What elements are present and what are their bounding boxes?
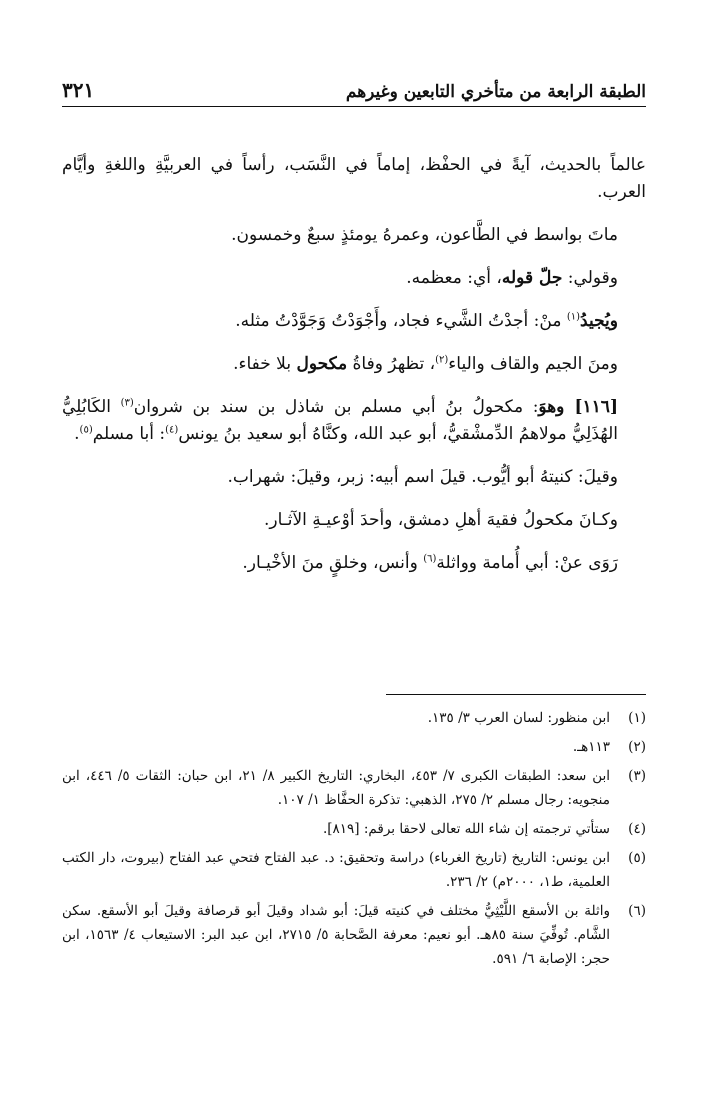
footnote-text: ستأتي ترجمته إن شاء الله تعالى لاحقا برقم: [٨١٩].	[322, 821, 610, 837]
bold-term: جلّ قوله	[501, 268, 563, 288]
footnote-ref: (٣)	[120, 397, 134, 409]
footnote-ref: (٦)	[423, 553, 437, 565]
footnote-text: ابن سعد: الطبقات الكبرى ٧/ ٤٥٣، البخاري: التاريخ الكبير ٨/ ٢١، ابن حبان: الثقات ٥/ ٤٤٦، ابن منجويه: رجال مسلم ٢/ ٢٧٥، الذهبي: تذكرة الحفَّاظ ١/ ١٠٧.	[62, 768, 611, 808]
footnote-number: (٢)	[628, 739, 646, 755]
footnote-number: (٥)	[628, 850, 646, 866]
footnote-ref: (٢)	[435, 354, 449, 366]
footnote-number: (٣)	[628, 768, 646, 784]
footnote-text: ابن منظور: لسان العرب ٣/ ١٣٥.	[427, 710, 610, 726]
footnote-text: ابن يونس: التاريخ (تاريخ الغرباء) دراسة وتحقيق: د. عبد الفتاح فتحي عبد الفتاح (بيروت، دار الكتب العلمية، ط١، ٢٠٠٠م) ٢/ ٢٣٦.	[62, 850, 610, 890]
paragraph-5: ومنَ الجيم والقاف والياء$^{(٢)}$، تظهرُ وفاةُ مكحول بلا خفاء.	[233, 354, 618, 374]
footnote-number: (٤)	[628, 821, 646, 837]
footnotes	[62, 706, 646, 976]
body-text	[62, 152, 646, 593]
page-header	[62, 70, 646, 102]
paragraph-4: ويُجيدُ$^{(١)}$ منْ: أجدْتُ الشَّيء فجاد، وأَجْوَدْتُ وَجَوَّدْتُ مثله.	[235, 311, 618, 331]
footnote-text: واثلة بن الأسقع اللَّيْثِيُّ مختلف في كنيته قيلَ: أبو شداد وقيلَ أبو قرصافة وقيلَ أبو الأسقع. سكن الشَّام. تُوفِّيَ سنة ٨٥هـ. أبو نعيم: معرفة الصَّحابة ٥/ ٢٧١٥، ابن عبد البر: الاستيعاب ٤/ ١٥٦٣، ابن حجر: الإصابة ٦/ ٥٩١.	[62, 903, 610, 967]
page-number: ٣٢١	[62, 78, 95, 102]
footnote-item	[62, 899, 646, 971]
bold-term: ويُجيدُ	[580, 311, 618, 331]
paragraph-9: رَوَى عنْ: أبي أُمامة وواثلة$^{(٦)}$ وأنس، وخلقٍ منَ الأخْيـار.	[242, 553, 618, 573]
header-rule	[62, 106, 646, 107]
footnote-item	[62, 735, 646, 759]
paragraph-2: ماتَ بواسط في الطَّاعون، وعمرهُ يومئذٍ سبعٌ وخمسون.	[231, 225, 618, 245]
entry-number: [١١٦] وهوَ	[538, 397, 618, 417]
paragraph-3: وقولي: جلّ قوله، أي: معظمه.	[406, 268, 618, 288]
footnote-item	[62, 817, 646, 841]
footnote-number: (٦)	[628, 903, 646, 919]
footnote-ref: (١)	[566, 311, 581, 323]
footnote-rule	[386, 694, 646, 695]
paragraph-6: [١١٦] وهوَ: مكحولُ بنُ أبي مسلم بن شاذل بن سند بن شروان$^{(٣)}$ الكَابُلِيُّ الهُذَلِيُّ مولاهمُ الدِّمشْقيُّ، أبو عبد الله، وكنَّاهُ أبو سعيد بنُ يونس$^{(٤)}$: أبا مسلم$^{(٥)}$.	[62, 397, 618, 444]
bold-term: مكحول	[296, 354, 348, 374]
paragraph-8: وكـانَ مكحولُ فقيهَ أهلِ دمشق، وأحدَ أوْعيـةِ الآثـار.	[263, 510, 618, 530]
footnote-item	[62, 764, 646, 812]
footnote-ref: (٥)	[79, 424, 93, 436]
footnote-item	[62, 846, 646, 894]
paragraph-1: عالماً بالحديث، آيةً في الحفْظ، إماماً في النَّسَب، رأساً في العربيَّةِ واللغةِ وأيَّام العرب.	[62, 155, 646, 202]
paragraph-7: وقيلَ: كنيتهُ أبو أيُّوب. قيلَ اسم أبيه: زبر، وقيلَ: شهراب.	[227, 467, 618, 487]
footnote-item	[62, 706, 646, 730]
footnote-ref: (٤)	[165, 424, 179, 436]
footnote-number: (١)	[628, 710, 646, 726]
footnote-text: ١١٣هـ.	[572, 739, 610, 755]
running-title: الطبقة الرابعة من متأخري التابعين وغيرهم	[345, 82, 646, 102]
